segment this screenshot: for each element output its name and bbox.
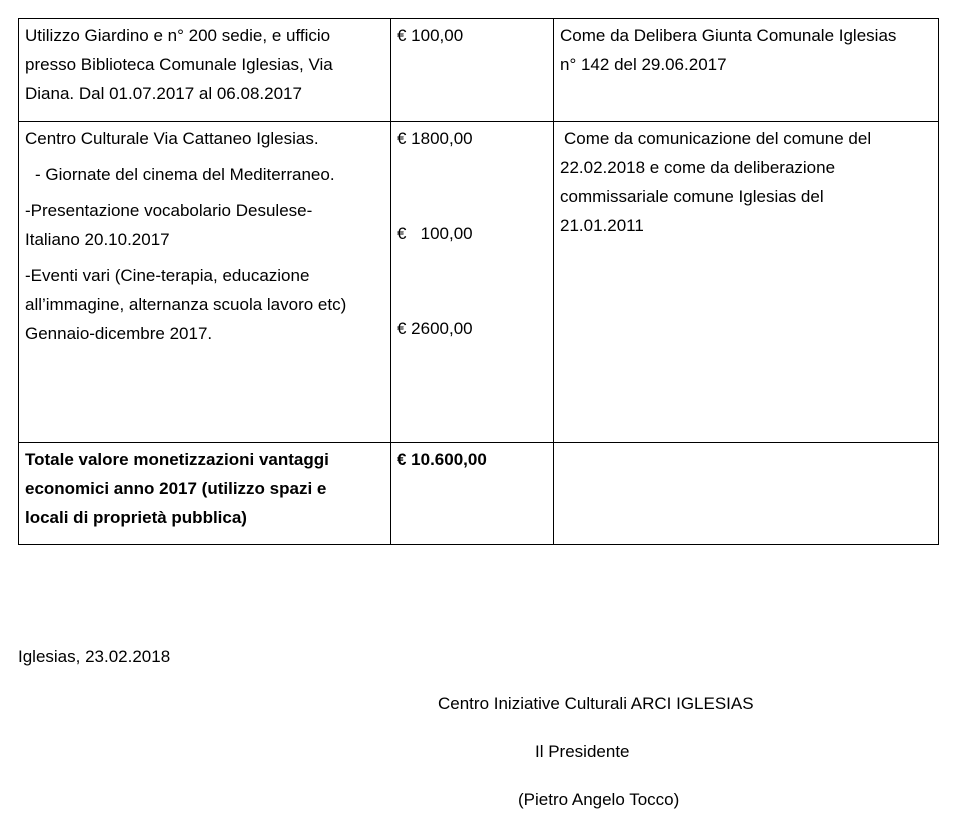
note-line: commissariale comune Iglesias del: [560, 187, 824, 206]
place-date: Iglesias, 23.02.2018: [18, 647, 171, 666]
table-row: [19, 122, 939, 443]
amount-value: € 1800,00: [397, 129, 473, 148]
amount-cell: [391, 19, 554, 122]
sub-item-line: Gennaio-dicembre 2017.: [25, 324, 213, 343]
note-line: 22.02.2018 e come da deliberazione: [560, 158, 836, 177]
sub-item-vocabulary: [25, 196, 384, 254]
description-line: presso Biblioteca Comunale Iglesias, Via: [25, 55, 333, 74]
monetization-table: [18, 18, 939, 545]
total-amount-cell: [391, 443, 554, 545]
description-cell: [19, 19, 391, 122]
note-line: Come da comunicazione del comune del: [564, 129, 872, 148]
sub-item-line: Italiano 20.10.2017: [25, 230, 170, 249]
note-line: 21.01.2011: [560, 216, 644, 235]
description-line: Utilizzo Giardino e n° 200 sedie, e ufficio: [25, 26, 331, 45]
sub-item-line: -Presentazione vocabolario Desulese-: [25, 201, 313, 220]
sub-item-line: -Eventi vari (Cine-terapia, educazione: [25, 266, 310, 285]
amount-cell: [391, 122, 554, 443]
table-row: [19, 19, 939, 122]
description-line: Centro Culturale Via Cattaneo Iglesias.: [25, 129, 319, 148]
note-cell: [554, 122, 939, 443]
amount-value: € 2600,00: [397, 319, 473, 338]
description-cell: [19, 122, 391, 443]
sub-item-cinema: - Giornate del cinema del Mediterraneo.: [35, 165, 335, 184]
description-line: Diana. Dal 01.07.2017 al 06.08.2017: [25, 84, 302, 103]
note-cell: [554, 19, 939, 122]
note-line: n° 142 del 29.06.2017: [560, 55, 727, 74]
signature-organization: Centro Iniziative Culturali ARCI IGLESIAS: [438, 694, 754, 713]
signature-role: Il Presidente: [535, 742, 630, 761]
signature-name: (Pietro Angelo Tocco): [518, 790, 680, 809]
total-description-line: locali di proprietà pubblica): [25, 508, 247, 527]
total-amount-value: € 10.600,00: [397, 450, 487, 469]
total-description-line: Totale valore monetizzazioni vantaggi: [25, 450, 329, 469]
total-note-cell: [554, 443, 939, 545]
note-line: Come da Delibera Giunta Comunale Iglesias: [560, 26, 897, 45]
sub-item-events: [25, 261, 384, 348]
amount-value: € 100,00: [397, 224, 473, 243]
amount-value: € 100,00: [397, 26, 464, 45]
total-description-cell: [19, 443, 391, 545]
sub-item-line: all’immagine, alternanza scuola lavoro etc): [25, 295, 347, 314]
table-row-total: [19, 443, 939, 545]
total-description-line: economici anno 2017 (utilizzo spazi e: [25, 479, 327, 498]
